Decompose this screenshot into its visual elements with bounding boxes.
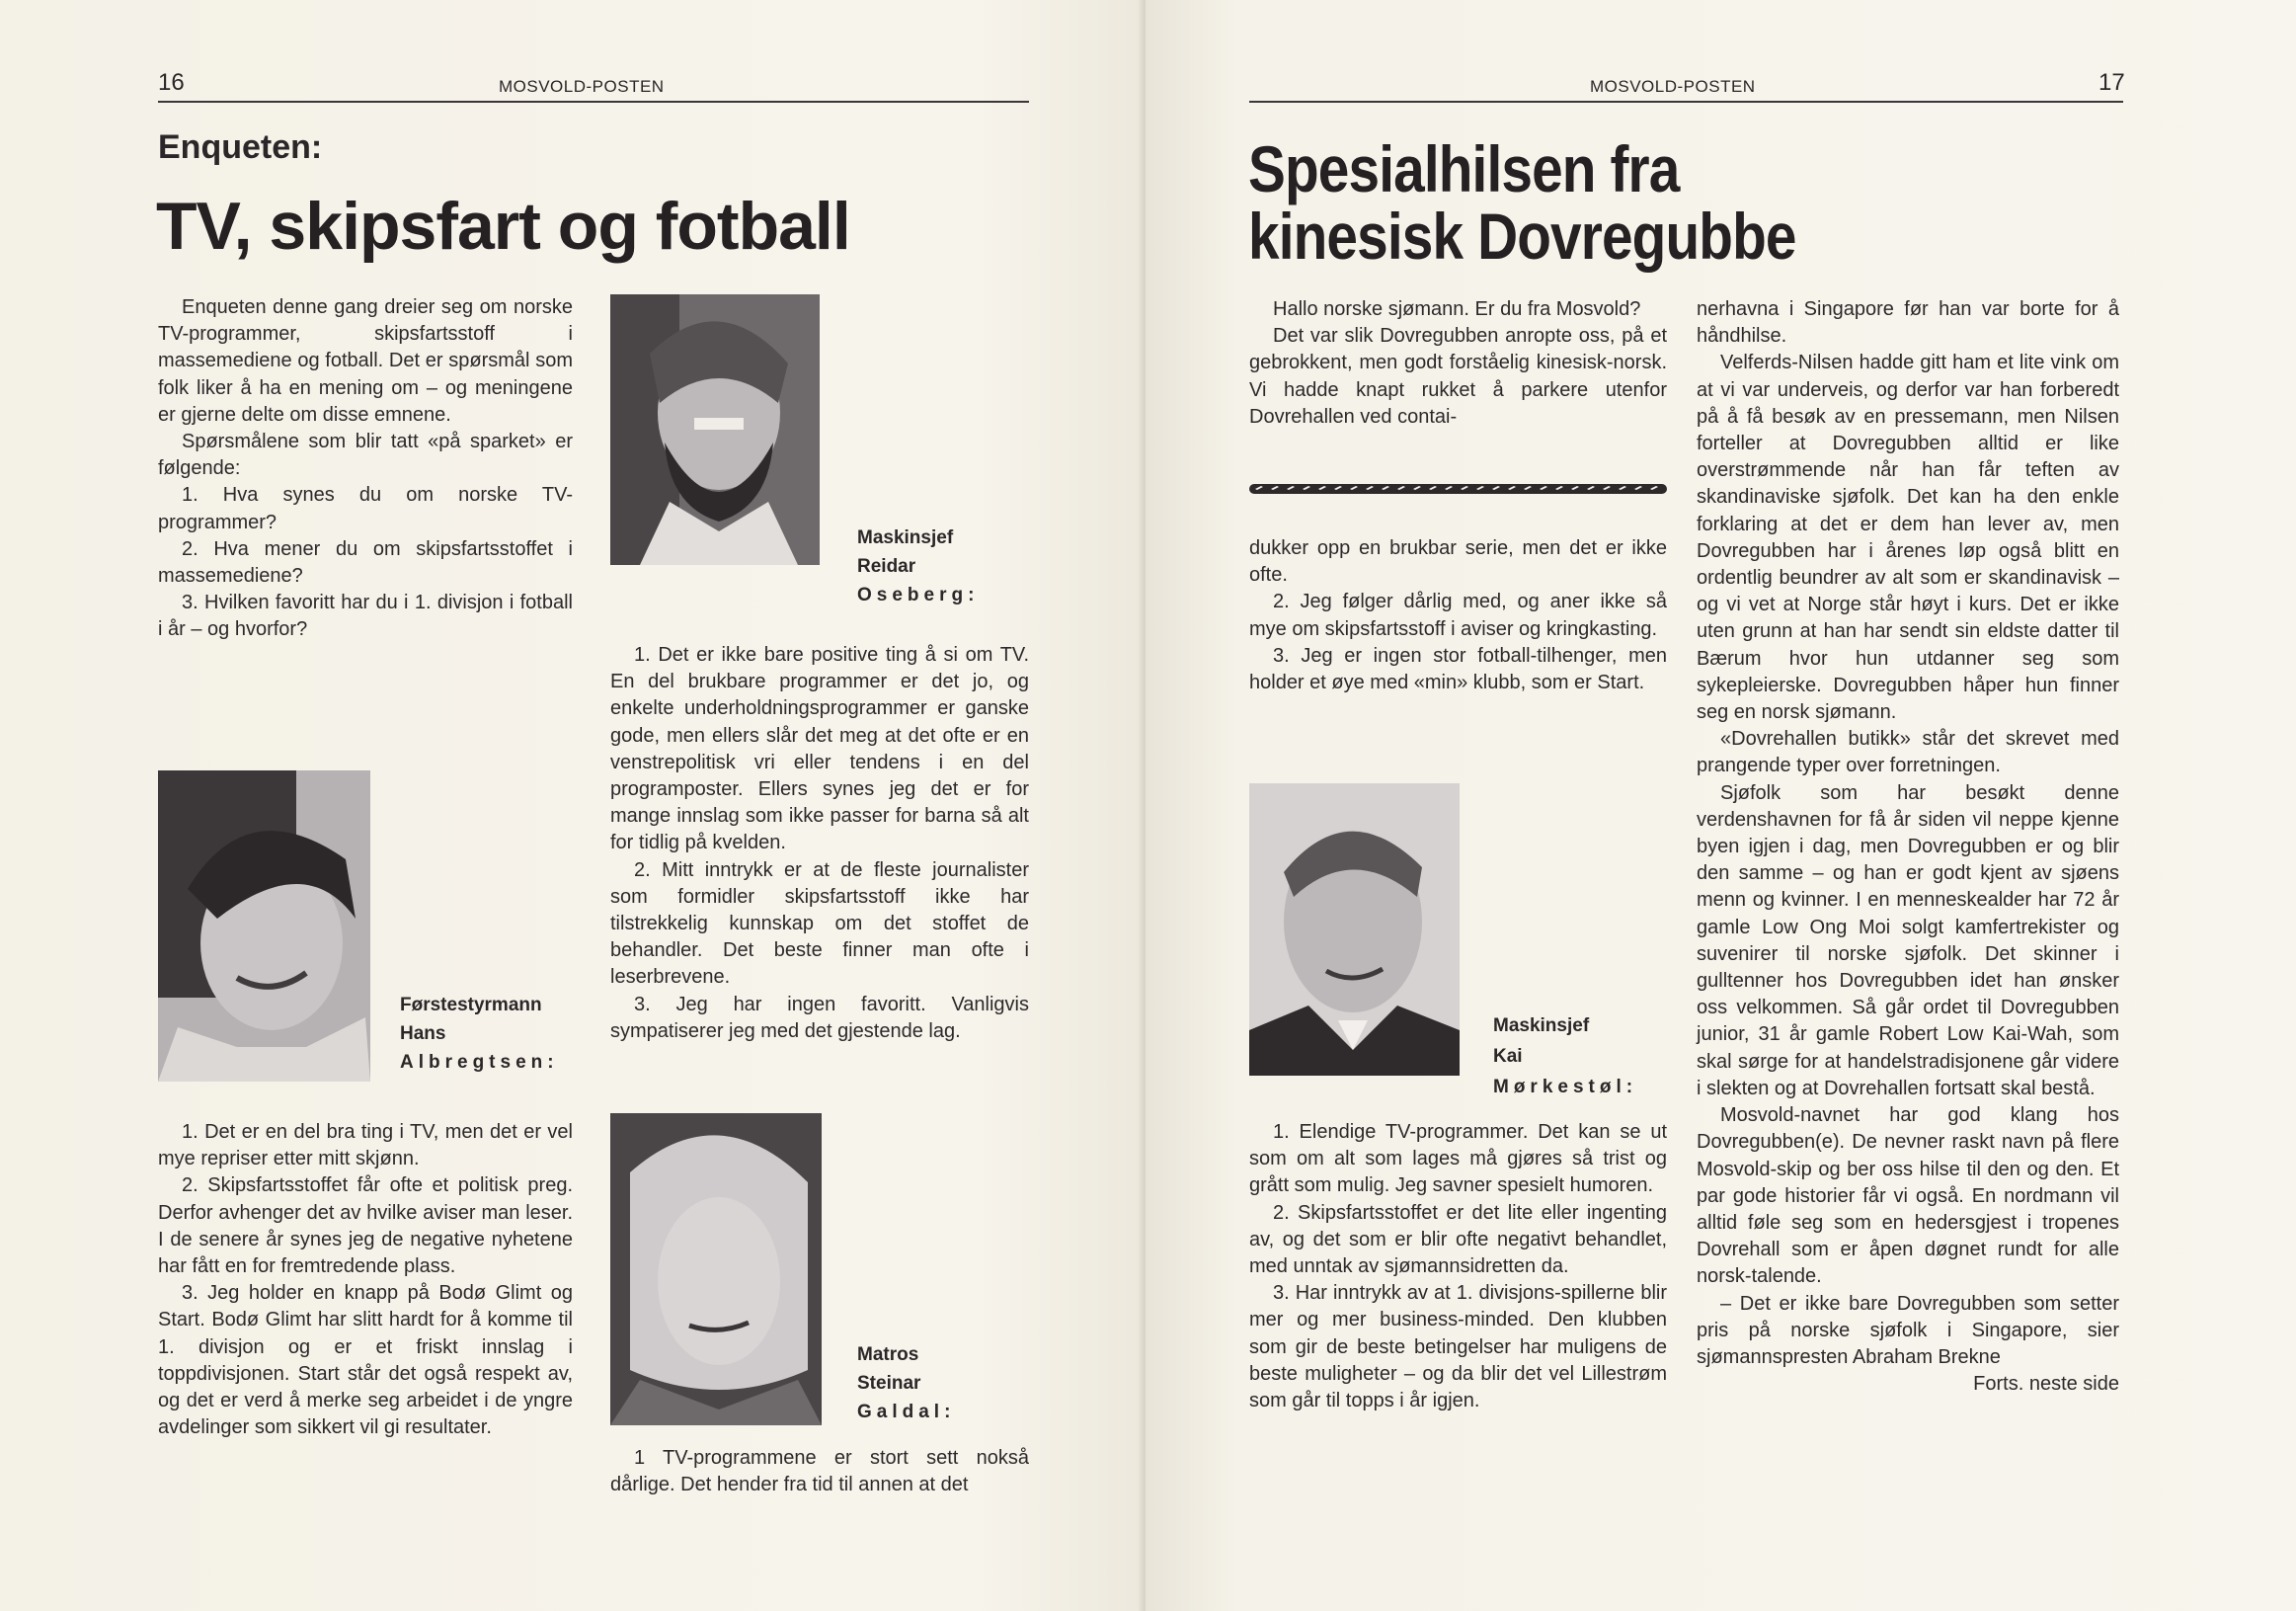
caption-title: Maskinsjef [1493, 1015, 1590, 1036]
portrait-image [610, 294, 820, 565]
paragraph: Sjøfolk som har besøkt denne verdenshavnen for få år siden vil neppe kjenne byen igjen i dag, men Dovregubben er og blir den samme – og han er godt kjent av sjøens menn og kvinner. I en menneskealder har 72 år gamle Low Ong Moi solgt kamfertrekister og suvenirer til norske sjøfolk. Det skinner i gulltenner hos Dovregubben idet han ønsker oss velkommen. Så går ordet til Dovregubben junior, 31 år gamle Robert Low Kai-Wah, som skal sørge for at handelstradisjonene går videre i slekten og at Dovrehallen fortsatt skal bestå. [1697, 781, 2119, 1099]
paragraph: Velferds-Nilsen hadde gitt ham et lite vink om at vi var underveis, og derfor var han forberedt på å få besøk av en pressemann, men Nilsen forteller at Dovregubben alltid er like overstrømmende når han får teften av skandinaviske sjøfolk. Det kan ha den enkle forklaring at det er dem han lever av, men Dovregubben har i årenes løp også blitt en ordentlig beundrer av alt som er skandinavisk – og vi vet at Norge står høyt i kurs. Det er ikke uten grunn at han har sendt sin eldste datter til Bærum hvor hun utdanner seg som sykepleierske. Dovregubben håper hun finner seg en norsk sjømann. [1697, 352, 2119, 724]
answer-1: 1. Elendige TV-programmer. Det kan se ut som om alt som lages må gjøres så trist og grått som mulig. Jeg savner spesielt humoren. [1249, 1121, 1667, 1197]
article-column-2 [1697, 296, 2119, 1398]
answer-2: 2. Jeg følger dårlig med, og aner ikke så mye om skipsfartsstoff i aviser og kringkasting. [1249, 591, 1667, 640]
header-rule-left [158, 101, 1029, 103]
photo-galdal [610, 1113, 822, 1425]
answer-1: 1. Det er ikke bare positive ting å si om TV. En del brukbare programmer er det jo, og enkelte underholdningsprogrammer er ganske gode, men ellers slår det meg at det ofte er en venstrepolitisk vri eller tendens i en del programposter. Ellers synes jeg det er for mange innslag som ikke passer for barna så alt for tidlig på kvelden. [610, 644, 1029, 854]
answer-3: 3. Jeg har ingen favoritt. Vanligvis sympatiserer jeg med det gjestende lag. [610, 993, 1029, 1042]
title-line-1: Spesialhilsen fra [1248, 132, 1680, 205]
caption-title: Maskinsjef [857, 527, 954, 548]
right-page [1146, 0, 2296, 1611]
paragraph: nerhavna i Singapore før han var borte for å håndhilse. [1697, 298, 2119, 348]
running-head-right: MOSVOLD-POSTEN [1590, 77, 1756, 96]
caption-oseberg [857, 524, 979, 609]
caption-last-name: Albregtsen: [400, 1052, 559, 1073]
caption-title: Førstestyrmann [400, 995, 542, 1015]
photo-morkestol [1249, 783, 1460, 1076]
question-2: 2. Hva mener du om skipsfartsstoffet i massemediene? [158, 537, 573, 588]
answer-2: 2. Skipsfartsstoffet får ofte et politisk preg. Derfor avhenger det av hvilke aviser man leser. I de senere år synes jeg de negative nyhetene har fått en for fremtredende plass. [158, 1174, 573, 1278]
rope-divider [1249, 480, 1667, 498]
portrait-image [1249, 783, 1460, 1076]
left-page [0, 0, 1146, 1611]
page-number-right: 17 [2098, 69, 2125, 96]
photo-oseberg [610, 294, 820, 565]
question-1: 1. Hva synes du om norske TV-programmer? [158, 484, 573, 533]
answer-2: 2. Mitt inntrykk er at de fleste journalister som formidler skipsfartsstoff ikke har tilstrekkelig kunnskap om det stoffet de behandler. Det beste finner man ofte i leserbrevene. [610, 858, 1029, 989]
intro-paragraph: Spørsmålene som blir tatt «på sparket» er følgende: [158, 431, 573, 480]
header-rule-right [1249, 101, 2123, 103]
paragraph: Det var slik Dovregubben anropte oss, på et gebrokkent, men godt forståelig kinesisk-norsk. Vi hadde knapt rukket å parkere utenfor Dovrehallen ved contai- [1249, 325, 1667, 428]
paragraph: – Det er ikke bare Dovregubben som setter pris på norske sjøfolk i Singapore, sier sjømannspresten Abraham Brekne [1697, 1292, 2119, 1368]
answers-galdal [610, 1445, 1029, 1498]
answers-morkestol [1249, 1119, 1667, 1414]
caption-last-name: Galdal: [857, 1402, 956, 1422]
answer-3: 3. Jeg er ingen stor fotball-tilhenger, men holder et øye med «min» klubb, som er Start. [1249, 644, 1667, 694]
answer-1: 1. Det er en del bra ting i TV, men det er vel mye repriser etter mitt skjønn. [158, 1121, 573, 1170]
answer-3: 3. Har inntrykk av at 1. divisjons-spillerne blir mer og mer business-minded. Den klubben som gir de beste betingelser har muligens de beste muligheter – og da blir det vel Lillestrøm som går til topps i år igjen. [1249, 1282, 1667, 1412]
caption-albregtsen [400, 991, 559, 1077]
caption-title: Matros [857, 1344, 919, 1365]
answer-3: 3. Jeg holder en knapp på Bodø Glimt og Start. Bodø Glimt har slitt hardt for å komme til 1. divisjon og er et friskt innslag i toppdivisjonen. Start står det også respekt av, og det er verd å merke seg arbeidet i de yngre avdelinger som sikkert vil gi resultater. [158, 1282, 573, 1439]
caption-first-name: Kai [1493, 1046, 1523, 1067]
article-title-right [1248, 132, 1796, 273]
intro-text [158, 294, 573, 644]
answers-albregtsen [158, 1119, 573, 1441]
kicker: Enqueten: [158, 128, 323, 166]
answers-oseberg [610, 642, 1029, 1045]
answer-2: 2. Skipsfartsstoffet er det lite eller ingenting av, og det som er blir ofte negativt behandlet, med unntak av sjømannsidretten da. [1249, 1201, 1667, 1278]
answer-1-continued: dukker opp en brukbar serie, men det er ikke ofte. [1249, 537, 1667, 587]
title-line-2: kinesisk Dovregubbe [1248, 199, 1796, 273]
paragraph: Hallo norske sjømann. Er du fra Mosvold? [1273, 298, 1641, 320]
caption-first-name: Hans [400, 1023, 446, 1044]
answer-1: 1 TV-programmene er stort sett nokså dårlige. Det hender fra tid til annen at det [610, 1447, 1029, 1496]
caption-morkestol [1493, 1010, 1637, 1102]
intro-paragraph: Enqueten denne gang dreier seg om norske TV-programmer, skipsfartsstoff i massemediene og fotball. Det er spørsmål som folk liker å ha en mening om – og meningene er gjerne delte om disse emnene. [158, 296, 573, 426]
answers-galdal-continued [1249, 535, 1667, 696]
caption-last-name: Oseberg: [857, 585, 980, 605]
caption-first-name: Reidar [857, 556, 916, 577]
paragraph: «Dovrehallen butikk» står det skrevet med prangende typer over forretningen. [1697, 728, 2119, 777]
caption-galdal [857, 1340, 955, 1426]
portrait-image [158, 770, 370, 1082]
question-3: 3. Hvilken favoritt har du i 1. divisjon i fotball i år – og hvorfor? [158, 592, 573, 641]
caption-last-name: Mørkestøl: [1493, 1077, 1638, 1097]
article-intro [1249, 296, 1667, 431]
article-title-left: TV, skipsfart og fotball [156, 189, 850, 264]
page-number-left: 16 [158, 69, 185, 96]
running-head-left: MOSVOLD-POSTEN [499, 77, 665, 96]
photo-albregtsen [158, 770, 370, 1082]
continued-note[interactable]: Forts. neste side [1973, 1373, 2119, 1396]
portrait-image [610, 1113, 822, 1425]
paragraph: Mosvold-navnet har god klang hos Dovregubben(e). De nevner raskt navn på flere Mosvold-skip og ber oss hilse til den og den. Et par gode historier får vi også. En nordmann vil alltid føle seg som en hedersgjest i tropenes Dovrehall som er åpen døgnet rundt for alle norsk-talende. [1697, 1104, 2119, 1288]
caption-first-name: Steinar [857, 1373, 921, 1394]
